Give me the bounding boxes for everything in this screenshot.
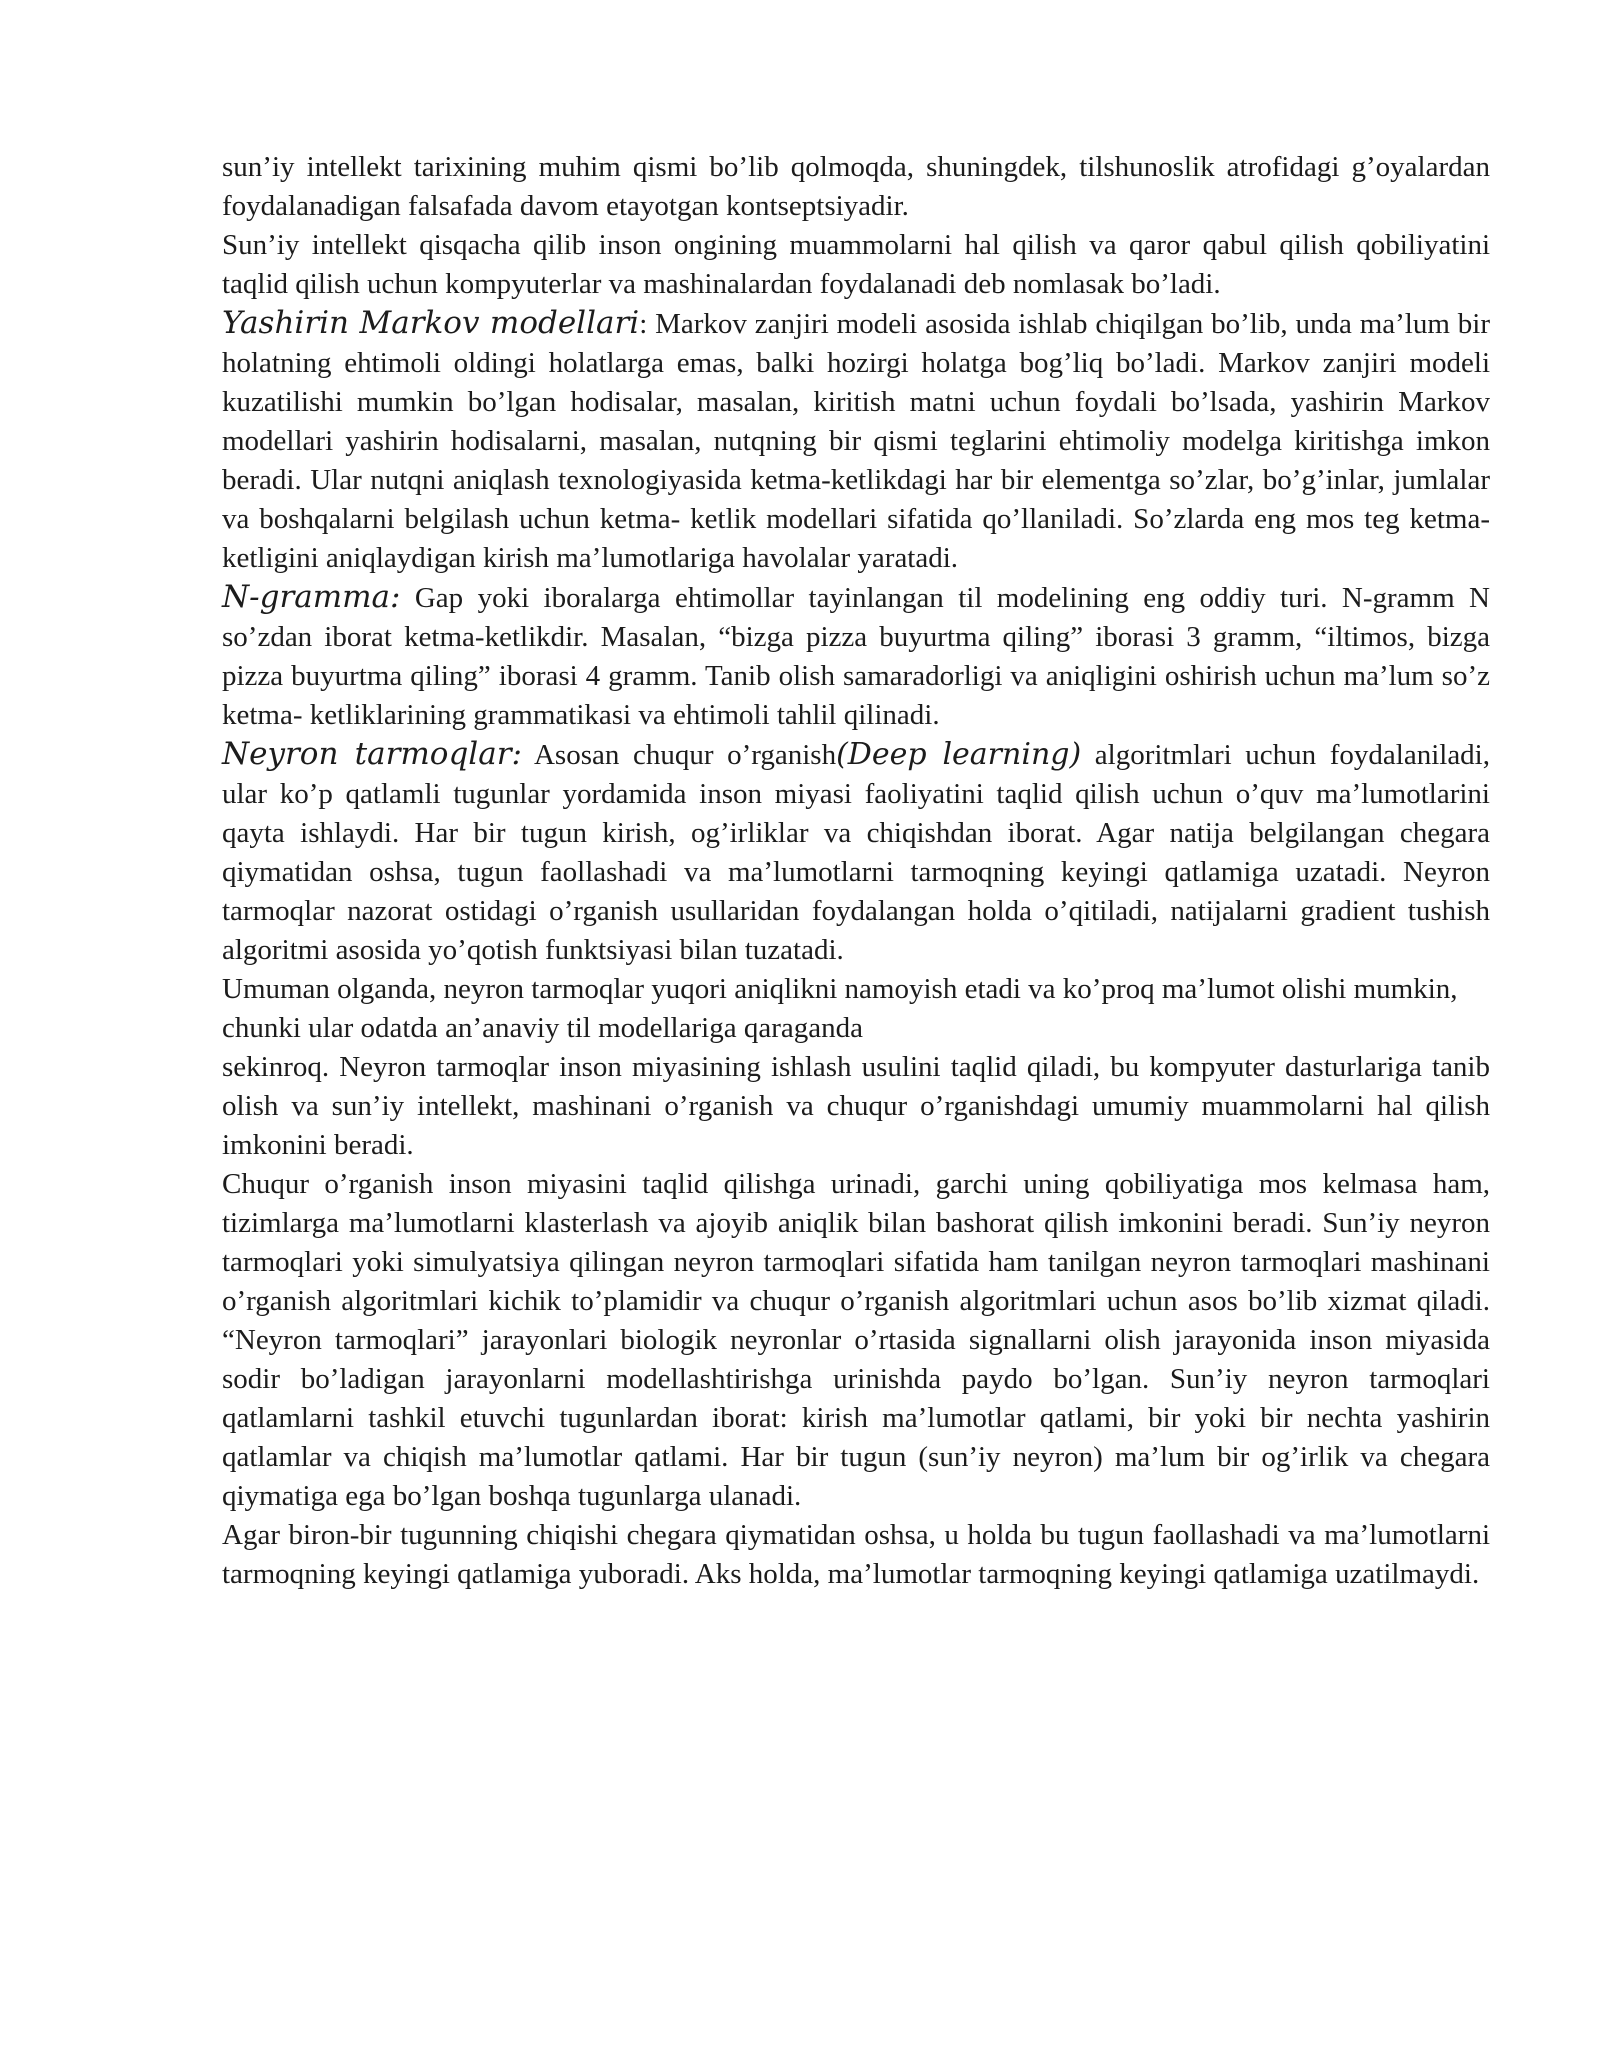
neural-text-after: algoritmlari uchun foydalaniladi, ular ko’p qatlamli tugunlar yordamida inson miyasi faoliyatini taqlid qilish uchun o’quv ma’lumotlarini qayta ishlaydi. Har bir tugun kirish, og’irliklar va chiqishdan iborat. Agar natija belgilangan chegara qiymatidan oshsa, tugun faollashadi va ma’lumotlarni tarmoqning keyingi qatlamiga uzatadi. Neyron tarmoqlar nazorat ostidagi o’rganish usullaridan foydalangan holda o’qitiladi, natijalarni gradient tushish algoritmi asosida yo’qotish funktsiyasi bilan tuzatadi. — [222, 739, 1490, 966]
hidden-markov-text: : Markov zanjiri modeli asosida ishlab chiqilgan bo’lib, unda ma’lum bir holatning ehtimoli oldingi holatlarga emas, balki hozirgi holatga bog’liq bo’ladi. Markov zanjiri modeli kuzatilishi mumkin bo’lgan hodisalar, masalan, kiritish matni uchun foydali bo’lsada, yashirin Markov modellari yashirin hodisalarni, masalan, nutqning bir qismi teglarini ehtimoliy modelga kiritishga imkon beradi. Ular nutqni aniqlash texnologiyasida ketma-ketlikdagi har bir elementga so’zlar, bo’g’inlar, jumlalar va boshqalarni belgilash uchun ketma- ketlik modellari sifatida qo’llaniladi. So’zlarda eng mos teg ketma-ketligini aniqlaydigan kirish ma’lumotlariga havolalar yaratadi. — [222, 308, 1490, 574]
paragraph-intro-continuation: sun’iy intellekt tarixining muhim qismi bo’lib qolmoqda, shuningdek, tilshunoslik atrofidagi g’oyalardan foydalanadigan falsafada davom etayotgan kontseptsiyadir. — [222, 151, 1490, 222]
term-neural-networks: Neyron tarmoqlar: — [222, 736, 522, 772]
paragraph-threshold: Agar biron-bir tugunning chiqishi chegara qiymatidan oshsa, u holda bu tugun faollashadi va ma’lumotlarni tarmoqning keyingi qatlamiga yuboradi. Aks holda, ma’lumotlar tarmoqning keyingi qatlamiga uzatilmaydi. — [222, 1519, 1490, 1590]
paragraph-hidden-markov — [222, 304, 1490, 578]
document-page — [222, 148, 1490, 1594]
paragraph-neural-networks — [222, 735, 1490, 970]
ngram-text: Gap yoki iboralarga ehtimollar tayinlangan til modelining eng oddiy turi. N-gramm N so’zdan iborat ketma-ketlikdir. Masalan, “bizga pizza buyurtma qiling” iborasi 3 gramm, “iltimos, bizga pizza buyurtma qiling” iborasi 4 gramm. Tanib olish samaradorligi va aniqligini oshirish uchun ma’lum so’z ketma- ketliklarining grammatikasi va ehtimoli tahlil qilinadi. — [222, 582, 1490, 731]
paragraph-ngram — [222, 578, 1490, 735]
term-deep-learning: (Deep learning) — [836, 737, 1082, 772]
paragraph-ai-definition: Sun’iy intellekt qisqacha qilib inson ongining muammolarni hal qilish va qaror qabul qilish qobiliyatini taqlid qilish uchun kompyuterlar va mashinalardan foydalanadi deb nomlasak bo’ladi. — [222, 229, 1490, 300]
paragraph-general-line: Umuman olganda, neyron tarmoqlar yuqori aniqlikni namoyish etadi va ko’proq ma’lumot olishi mumkin, chunki ular odatda an’anaviy til modellariga qaraganda — [222, 973, 1458, 1044]
neural-text-before: Asosan chuqur o’rganish — [521, 739, 837, 771]
paragraph-deep-learning: Chuqur o’rganish inson miyasini taqlid qilishga urinadi, garchi uning qobiliyatiga mos kelmasa ham, tizimlarga ma’lumotlarni klasterlash va ajoyib aniqlik bilan bashorat qilish imkonini beradi. Sun’iy neyron tarmoqlari yoki simulyatsiya qilingan neyron tarmoqlari sifatida ham tanilgan neyron tarmoqlari mashinani o’rganish algoritmlari kichik to’plamidir va chuqur o’rganish algoritmlari uchun asos bo’lib xizmat qiladi. “Neyron tarmoqlari” jarayonlari biologik neyronlar o’rtasida signallarni olish jarayonida inson miyasida sodir bo’ladigan jarayonlarni modellashtirishga urinishda paydo bo’lgan. Sun’iy neyron tarmoqlari qatlamlarni tashkil etuvchi tugunlardan iborat: kirish ma’lumotlar qatlami, bir yoki bir nechta yashirin qatlamlar va chiqish ma’lumotlar qatlami. Har bir tugun (sun’iy neyron) ma’lum bir og’irlik va chegara qiymatiga ega bo’lgan boshqa tugunlarga ulanadi. — [222, 1168, 1490, 1512]
term-hidden-markov: Yashirin Markov modellari — [222, 305, 640, 341]
paragraph-general-continued: sekinroq. Neyron tarmoqlar inson miyasining ishlash usulini taqlid qiladi, bu kompyuter dasturlariga tanib olish va sun’iy intellekt, mashinani o’rganish va chuqur o’rganishdagi umumiy muammolarni hal qilish imkonini beradi. — [222, 1051, 1490, 1161]
term-ngram: N-gramma: — [222, 579, 401, 615]
